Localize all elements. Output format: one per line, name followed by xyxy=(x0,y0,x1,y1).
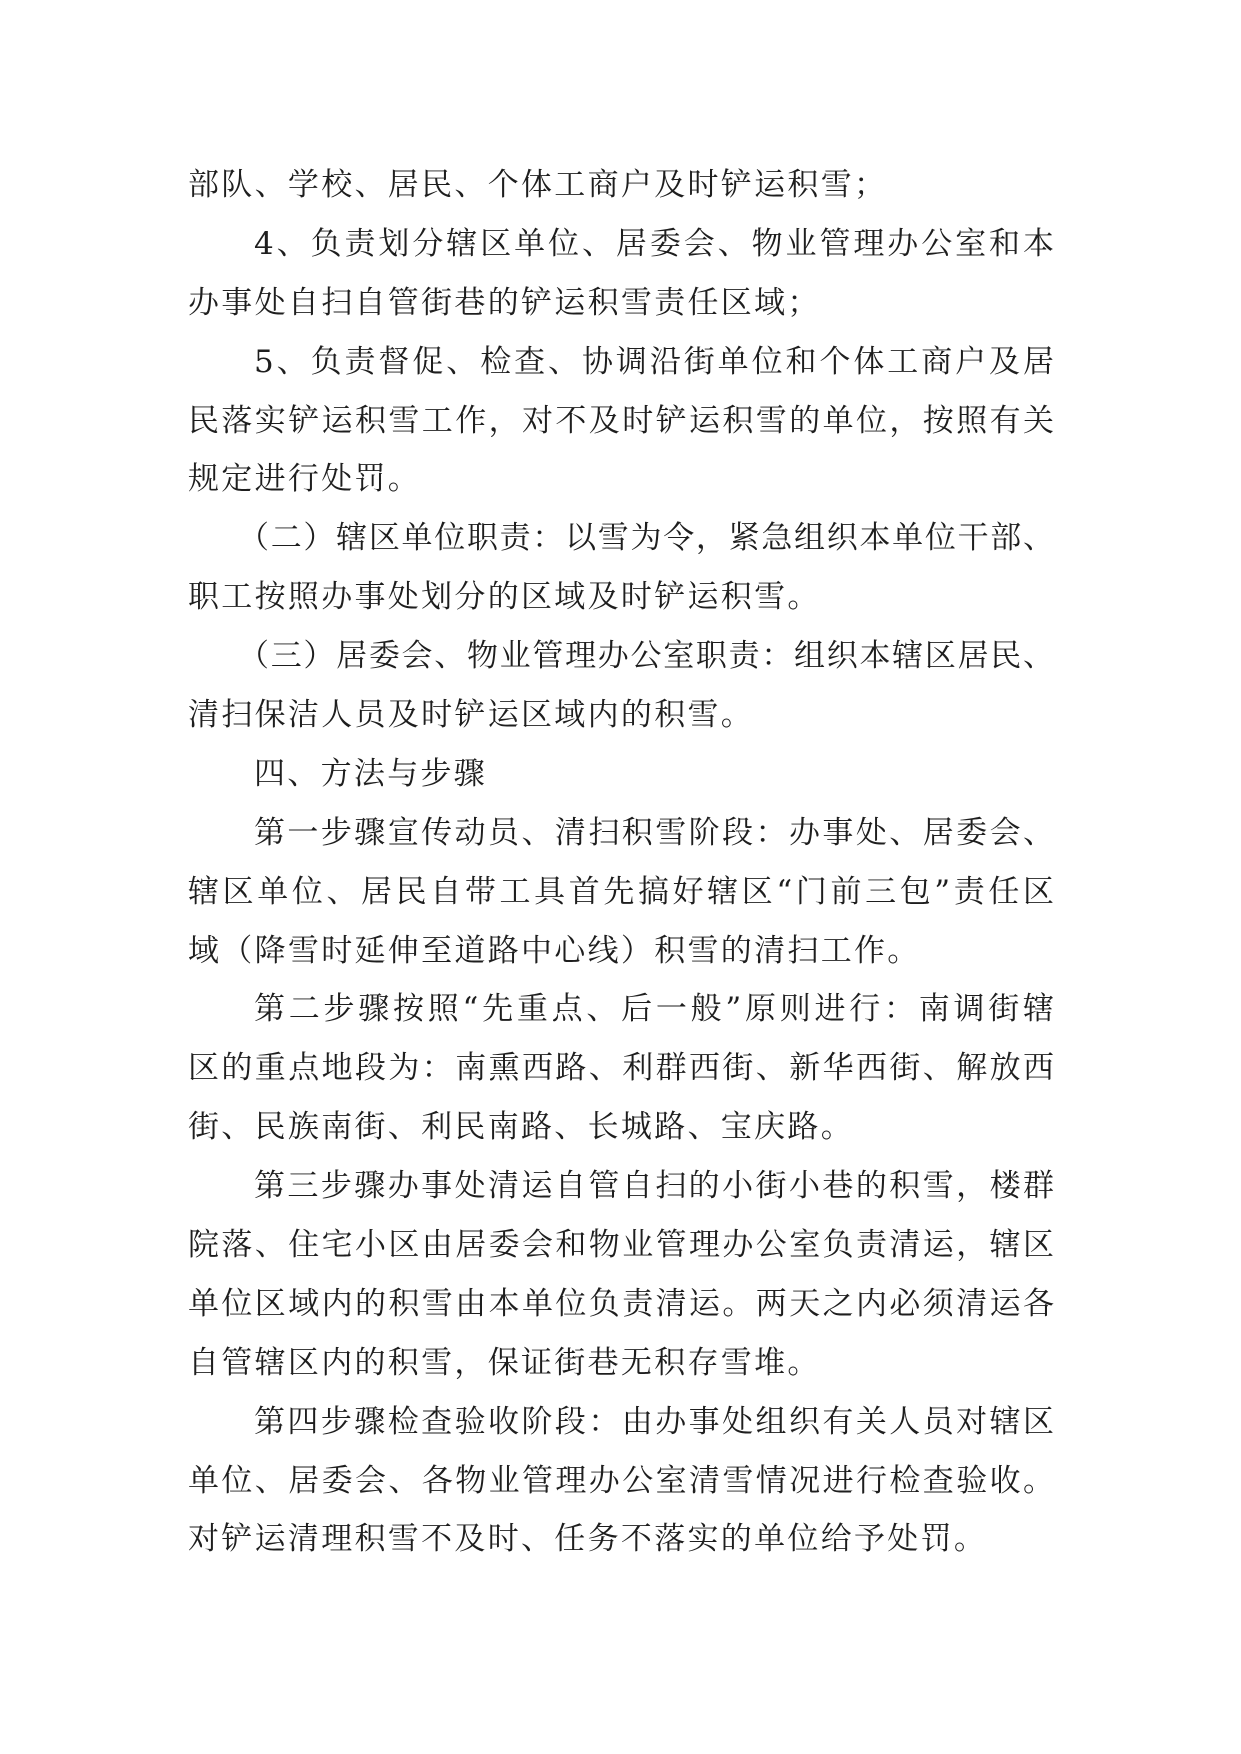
text-line: （二）辖区单位职责：以雪为令，紧急组织本单位干部、 xyxy=(238,520,1054,557)
section-heading: 四、方法与步骤 xyxy=(254,755,488,792)
text-line: 第三步骤办事处清运自管自扫的小街小巷的积雪，楼群 xyxy=(254,1168,1054,1205)
text-line: 4、负责划分辖区单位、居委会、物业管理办公室和本 xyxy=(254,225,1054,262)
paragraph-step-two xyxy=(188,980,1054,1157)
text-line: 5、负责督促、检查、协调沿街单位和个体工商户及居 xyxy=(254,343,1054,380)
text-line: 对铲运清理积雪不及时、任务不落实的单位给予处罚。 xyxy=(188,1521,988,1558)
text-line: 清扫保洁人员及时铲运区域内的积雪。 xyxy=(188,697,755,734)
paragraph-continuation-snow-clearing xyxy=(188,156,1054,215)
text-line: 职工按照办事处划分的区域及时铲运积雪。 xyxy=(188,579,821,616)
text-line: 民落实铲运积雪工作，对不及时铲运积雪的单位，按照有关 xyxy=(188,402,1054,439)
text-line: 第一步骤宣传动员、清扫积雪阶段：办事处、居委会、 xyxy=(254,814,1054,851)
text-line: 院落、住宅小区由居委会和物业管理办公室负责清运，辖区 xyxy=(188,1227,1054,1264)
text-line: 规定进行处罚。 xyxy=(188,461,422,498)
paragraph-step-four xyxy=(188,1393,1054,1570)
paragraph-unit-duties xyxy=(188,509,1054,627)
text-line: 第二步骤按照“先重点、后一般”原则进行：南调街辖 xyxy=(254,991,1054,1028)
text-line: 部队、学校、居民、个体工商户及时铲运积雪； xyxy=(188,167,888,203)
paragraph-step-three xyxy=(188,1157,1054,1393)
paragraph-step-one xyxy=(188,804,1054,981)
document-body xyxy=(188,156,1054,1569)
section-heading-methods-and-steps xyxy=(188,745,1054,804)
paragraph-residents-committee-duties xyxy=(188,627,1054,745)
text-line: 第四步骤检查验收阶段：由办事处组织有关人员对辖区 xyxy=(254,1403,1054,1440)
list-item-5-supervision-inspection xyxy=(188,333,1054,510)
text-line: 辖区单位、居民自带工具首先搞好辖区“门前三包”责任区 xyxy=(188,873,1054,910)
text-line: 单位区域内的积雪由本单位负责清运。两天之内必须清运各 xyxy=(188,1285,1054,1322)
list-item-4-zone-division xyxy=(188,215,1054,333)
text-line: 办事处自扫自管街巷的铲运积雪责任区域； xyxy=(188,284,821,321)
text-line: 区的重点地段为：南熏西路、利群西街、新华西街、解放西 xyxy=(188,1050,1054,1087)
text-line: 街、民族南街、利民南路、长城路、宝庆路。 xyxy=(188,1109,854,1146)
text-line: 单位、居委会、各物业管理办公室清雪情况进行检查验收。 xyxy=(188,1462,1054,1499)
text-line: 自管辖区内的积雪，保证街巷无积存雪堆。 xyxy=(188,1344,821,1381)
text-line: （三）居委会、物业管理办公室职责：组织本辖区居民、 xyxy=(238,638,1054,675)
text-line: 域（降雪时延伸至道路中心线）积雪的清扫工作。 xyxy=(188,932,921,969)
